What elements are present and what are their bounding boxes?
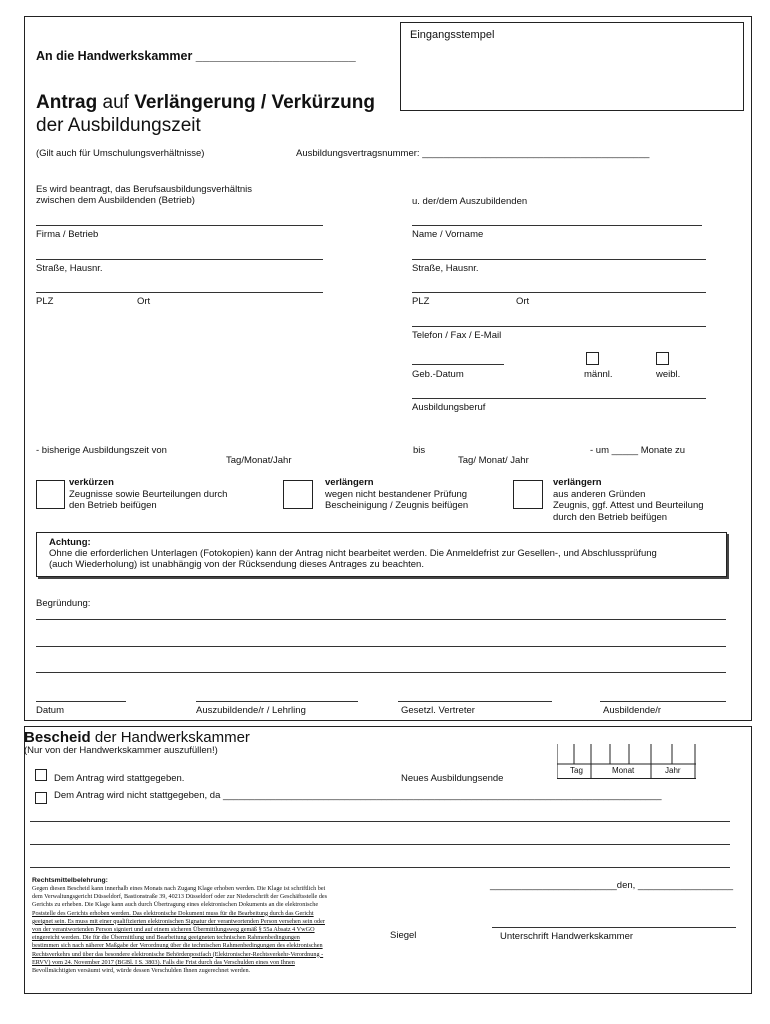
option-extend-other-line1: aus anderen Gründen (553, 488, 646, 500)
period-from-label: - bisherige Ausbildungszeit von (36, 445, 167, 456)
date-grid-year: Jahr (665, 766, 681, 775)
option-extend-other-text (553, 477, 704, 523)
street-left-input[interactable] (36, 259, 323, 260)
rejected-checkbox[interactable] (35, 792, 47, 804)
decision-title-rest: der Handwerkskammer (90, 729, 250, 746)
legal-line-4: Poststelle des Gerichts erhoben werden. Das elektronische Dokument muss für die Bearbeitung durch das Gericht (32, 909, 314, 917)
date-grid[interactable] (557, 744, 696, 779)
plz-left-label: PLZ (36, 296, 54, 307)
title-word-antrag: Antrag (36, 92, 98, 113)
form-title-line2: der Ausbildungszeit (36, 115, 201, 136)
guardian-signature-label: Gesetzl. Vertreter (401, 705, 475, 716)
date-grid-month: Monat (612, 766, 635, 775)
trainee-signature-line[interactable] (196, 701, 358, 702)
date-signature-line[interactable] (36, 701, 126, 702)
notice-box (36, 532, 727, 577)
city-left-input[interactable] (36, 292, 323, 293)
period-to-sub: Tag/ Monat/ Jahr (458, 455, 529, 466)
trainer-signature-line[interactable] (600, 701, 726, 702)
male-checkbox[interactable] (586, 352, 599, 365)
decision-reason-line-3[interactable] (30, 867, 730, 868)
street-right-input[interactable] (412, 259, 706, 260)
decision-reason-line-2[interactable] (30, 844, 730, 845)
period-months-field[interactable]: - um _____ Monate zu (590, 445, 686, 456)
option-extend-other-title: verlängern (553, 477, 602, 488)
option-extend-exam-line2: Bescheinigung / Zeugnis beifügen (325, 500, 469, 511)
signature-line[interactable] (492, 927, 736, 928)
city-right-input[interactable] (412, 292, 706, 293)
option-shorten-line2: den Betrieb beifügen (69, 500, 157, 511)
option-extend-exam-text (325, 477, 468, 512)
ort-left-label: Ort (137, 296, 151, 307)
option-extend-exam-line1: wegen nicht bestandener Prüfung (325, 488, 468, 500)
phone-input[interactable] (412, 326, 706, 327)
street-right-label: Straße, Hausnr. (412, 263, 479, 274)
name-input[interactable] (412, 225, 702, 226)
birthdate-input[interactable] (412, 364, 504, 365)
option-shorten-title: verkürzen (69, 477, 114, 488)
stamp-box (400, 22, 744, 111)
decision-title-bold: Bescheid (24, 729, 91, 746)
intro-text-2: zwischen dem Ausbildenden (Betrieb) (36, 195, 195, 206)
notice-title: Achtung: (49, 537, 91, 548)
decision-reason-line-1[interactable] (30, 821, 730, 822)
new-end-label: Neues Ausbildungsende (401, 773, 504, 784)
approved-checkbox[interactable] (35, 769, 47, 781)
legal-text (32, 885, 407, 975)
intro-text-1: Es wird beantragt, das Berufsausbildungsverhältnis (36, 184, 252, 195)
form-title (36, 92, 375, 114)
trainee-signature-label: Auszubildende/r / Lehrling (196, 705, 306, 716)
option-extend-other-line2: Zeugnis, ggf. Attest und Beurteilung (553, 500, 704, 511)
decision-subtitle: (Nur von der Handwerkskammer auszufüllen!) (24, 745, 218, 756)
title-word-verlaengerung: Verlängerung / Verkürzung (134, 92, 375, 113)
date-signature-label: Datum (36, 705, 64, 716)
decision-title (24, 729, 250, 746)
company-label: Firma / Betrieb (36, 229, 99, 240)
title-word-auf: auf (97, 92, 135, 113)
option-shorten-text (69, 477, 227, 512)
option-shorten-line1: Zeugnisse sowie Beurteilungen durch (69, 488, 228, 500)
legal-line-11: Bevollmächtigten versäumt wird, würde dessen Verschulden Ihnen zugerechnet werden. (32, 967, 251, 975)
rejected-field[interactable]: Dem Antrag wird nicht stattgegeben, da ___________________________________________________________________________________ (54, 790, 662, 801)
legal-line-5: geeignet sein. Es muss mit einer qualifizierten elektronischen Signatur der verantwortenden Person versehen sein oder (32, 917, 325, 925)
seal-label: Siegel (390, 930, 417, 941)
period-to-label: bis (413, 445, 426, 456)
reason-line-3[interactable] (36, 672, 726, 673)
birthdate-label: Geb.-Datum (412, 369, 464, 380)
name-label: Name / Vorname (412, 229, 484, 240)
phone-label: Telefon / Fax / E-Mail (412, 330, 502, 341)
legal-line-1: Gegen diesen Bescheid kann innerhalb eines Monats nach Zugang Klage erhoben werden. Die Klage ist schriftlich bei (32, 885, 326, 892)
stamp-label: Eingangsstempel (410, 29, 495, 41)
option-shorten-checkbox[interactable] (36, 480, 65, 509)
plz-right-label: PLZ (412, 296, 430, 307)
recipient-line: An die Handwerkskammer _______________________ (36, 49, 356, 63)
male-label: männl. (584, 369, 613, 380)
option-extend-exam-title: verlängern (325, 477, 374, 488)
notice-line2: (auch Wiederholung) ist unabhängig von der Rücksendung dieses Antrages zu beachten. (49, 559, 424, 570)
legal-line-8: bestimmen sich nach näherer Maßgabe der Verordnung über die technischen Rahmenbedingungen des elektronischen (32, 942, 323, 950)
profession-input[interactable] (412, 398, 706, 399)
notice-line1: Ohne die erforderlichen Unterlagen (Fotokopien) kann der Antrag nicht bearbeitet werden. Die Anmeldefrist zur Gesellen-, und Abschlussprüfung (49, 548, 657, 559)
contract-number-field[interactable]: Ausbildungsvertragsnummer: ___________________________________________ (296, 148, 650, 159)
signature-label: Unterschrift Handwerkskammer (500, 931, 634, 942)
female-label: weibl. (656, 369, 681, 380)
legal-line-2: dem Verwaltungsgericht Düsseldorf, Bastionstraße 39, 40213 Düsseldorf oder zur Niederschrift der Geschäftsstelle des (32, 893, 328, 901)
approved-label: Dem Antrag wird stattgegeben. (54, 773, 185, 784)
period-from-sub: Tag/Monat/Jahr (226, 455, 292, 466)
date-grid-day: Tag (570, 766, 583, 775)
reason-line-2[interactable] (36, 646, 726, 647)
reason-line-1[interactable] (36, 619, 726, 620)
option-extend-exam-checkbox[interactable] (283, 480, 313, 509)
legal-line-3: Gerichts zu erheben. Die Klage kann auch durch Übertragung eines elektronischen Dokuments an die elektronische (32, 901, 319, 909)
profession-label: Ausbildungsberuf (412, 402, 486, 413)
guardian-signature-line[interactable] (398, 701, 552, 702)
street-left-label: Straße, Hausnr. (36, 263, 103, 274)
company-input[interactable] (36, 225, 323, 226)
trainer-signature-label: Ausbildende/r (603, 705, 662, 716)
option-extend-other-line3: durch den Betrieb beifügen (553, 511, 668, 523)
reason-label: Begründung: (36, 598, 91, 609)
female-checkbox[interactable] (656, 352, 669, 365)
option-extend-other-checkbox[interactable] (513, 480, 543, 509)
legal-line-7: eingereicht werden. Die für die Übermittlung und Bearbeitung geeigneten technischen Rahmenbedingungen (32, 934, 300, 942)
legal-title: Rechtsmittelbelehrung: (32, 877, 108, 884)
legal-line-9: Rechtsverkehrs und über das besondere elektronische Behördenpostfach (Elektronischer-Rechtsverkehr-Verordnung - (32, 950, 324, 958)
legal-line-6: von der verantwortenden Person signiert und auf einem sicheren Übermittlungsweg gemäß § 55a Absatz 4 VwGO (32, 926, 315, 934)
legal-line-10: ERVV) vom 24. November 2017 (BGBl. I S. 3803). Falls die Frist durch das Verschulden eines von Ihnen (32, 958, 295, 966)
ort-right-label: Ort (516, 296, 530, 307)
place-date-field[interactable]: ________________________den, __________________ (490, 880, 734, 891)
scope-note: (Gilt auch für Umschulungsverhältnisse) (36, 148, 205, 159)
intro-text-right: u. der/dem Auszubildenden (412, 196, 528, 207)
